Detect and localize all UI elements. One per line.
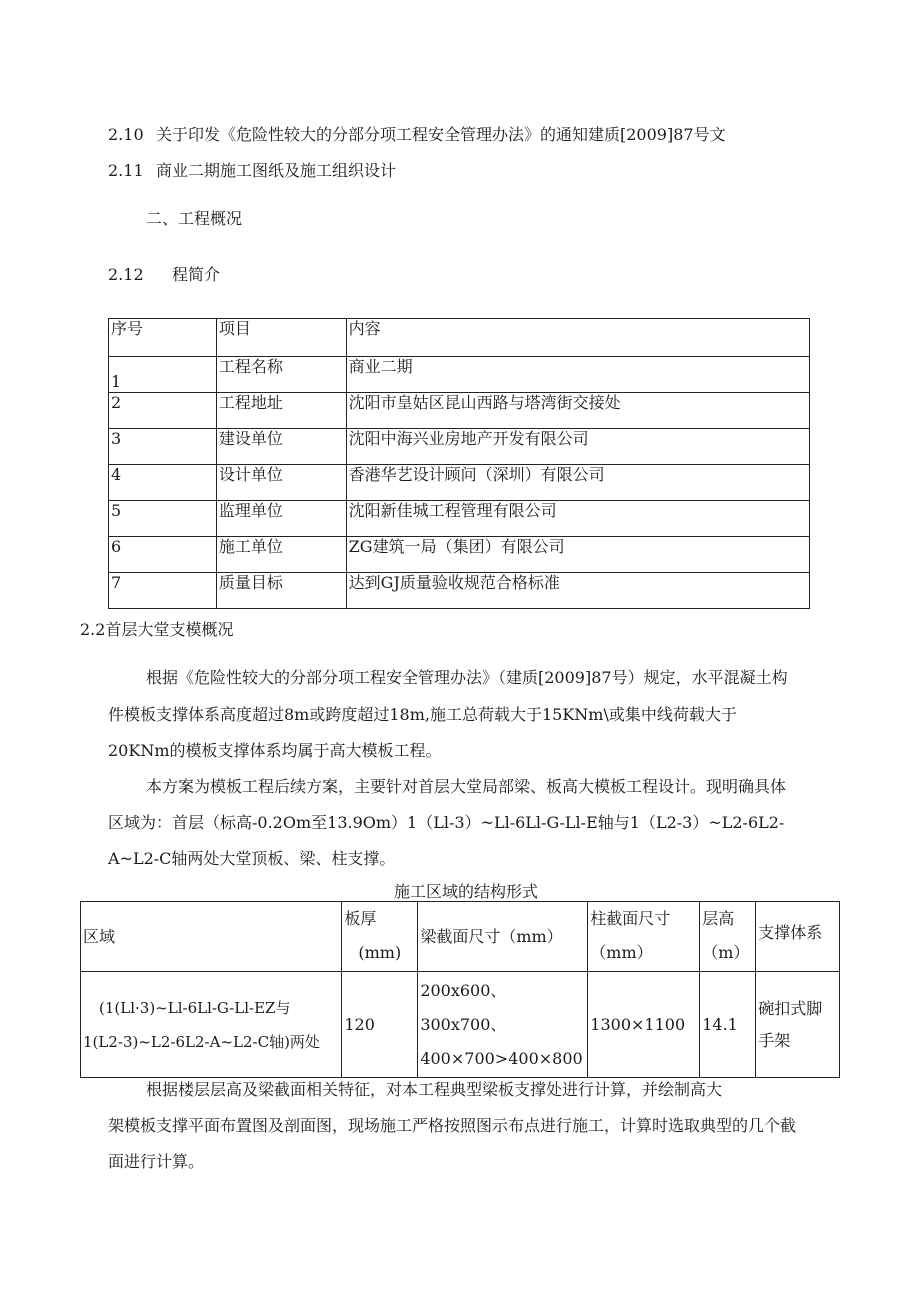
- ref-number: 2.11: [108, 161, 144, 180]
- area-line: 1(L2-3)~L2-6L2-A~L2-C轴)两处: [83, 1032, 320, 1051]
- table-row: [109, 393, 810, 429]
- overview-table: [108, 318, 810, 609]
- paragraph-line: 20KNm的模板支撑体系均属于高大模板工程。: [108, 741, 442, 760]
- header-cell: [81, 902, 342, 972]
- paragraph-line: 件模板支撑体系高度超过8m或跨度超过18m,施工总荷载大于15KNm\或集中线荷载大于: [108, 705, 737, 724]
- table-cell: 商业二期: [346, 357, 809, 393]
- table-cell: 沈阳中海兴业房地产开发有限公司: [346, 429, 809, 465]
- header-column: 柱截面尺寸: [590, 909, 671, 928]
- table-cell: 监理单位: [216, 501, 346, 537]
- ref-text: 关于印发《危险性较大的分部分项工程安全管理办法》的通知建质[2009]87号文: [156, 125, 726, 144]
- paragraph-line: 根据《危险性较大的分部分项工程安全管理办法》（建质[2009]87号）规定，水平混凝土构: [146, 668, 788, 687]
- table-cell: [81, 972, 342, 1078]
- subsection-number: 2.12: [108, 265, 144, 284]
- area-line: (1(Ll·3)~Ll-6Ll-G-Ll-EZ与: [99, 998, 291, 1017]
- table-cell: 工程名称: [216, 357, 346, 393]
- header-slab-unit: (mm): [358, 943, 402, 962]
- header-column-unit: （mm）: [590, 943, 653, 962]
- header-cell: [342, 902, 418, 972]
- header-cell: 序号: [109, 319, 217, 357]
- height-value: 14.1: [702, 1014, 738, 1034]
- table-cell: 1: [109, 357, 217, 393]
- table-cell: [342, 972, 418, 1078]
- table-cell: [588, 972, 700, 1078]
- table-cell: 设计单位: [216, 465, 346, 501]
- ref-item: [108, 158, 396, 181]
- table-row: [81, 972, 840, 1078]
- table-cell: [756, 972, 840, 1078]
- beam-line: 400×700>400×800: [420, 1048, 583, 1068]
- support-line: 手架: [758, 1030, 791, 1050]
- table-caption: 施工区域的结构形式: [394, 882, 539, 901]
- header-area: 区域: [83, 926, 116, 946]
- ref-text: 商业二期施工图纸及施工组织设计: [156, 161, 397, 180]
- table-row: [109, 573, 810, 609]
- table-row: [109, 429, 810, 465]
- table-cell: 6: [109, 537, 217, 573]
- header-cell: 项目: [216, 319, 346, 357]
- table-cell: 沈阳市皇姑区昆山西路与塔湾街交接处: [346, 393, 809, 429]
- slab-value: 120: [344, 1014, 375, 1034]
- table-cell: 3: [109, 429, 217, 465]
- table-cell: 工程地址: [216, 393, 346, 429]
- table-row: [109, 537, 810, 573]
- table-cell: [700, 972, 756, 1078]
- paragraph-line: 架模板支撑平面布置图及剖面图，现场施工严格按照图示布点进行施工，计算时选取典型的几个截: [108, 1116, 797, 1135]
- header-height: 层高: [702, 909, 735, 928]
- table-cell: 5: [109, 501, 217, 537]
- header-cell: [588, 902, 700, 972]
- section-title: 二、工程概况: [146, 209, 243, 228]
- header-support: 支撑体系: [758, 922, 823, 942]
- header-height-unit: （m）: [702, 943, 750, 962]
- paragraph-line: 本方案为模板工程后续方案，主要针对首层大堂局部梁、板高大模板工程设计。现明确具体: [146, 777, 787, 796]
- header-cell: [756, 902, 840, 972]
- table-cell: 质量目标: [216, 573, 346, 609]
- ref-item: [108, 122, 726, 145]
- table-header-row: [81, 902, 840, 972]
- table-cell: [418, 972, 588, 1078]
- ref-number: 2.10: [108, 125, 144, 144]
- paragraph-line: 面进行计算。: [108, 1152, 205, 1171]
- table-cell: 香港华艺设计顾问（深圳）有限公司: [346, 465, 809, 501]
- paragraph-line: 区域为：首层（标高-0.2Om至13.9Om）1（Ll-3）~Ll-6Ll-G-Ll-E轴与1（L2-3）~L2-6L2-: [108, 813, 785, 832]
- header-slab: 板厚: [344, 909, 377, 928]
- table-row: [109, 465, 810, 501]
- structure-table: [80, 901, 840, 1078]
- table-cell: ZG建筑一局（集团）有限公司: [346, 537, 809, 573]
- section-heading: 2.2首层大堂支模概况: [80, 620, 234, 639]
- column-value: 1300×1100: [590, 1014, 686, 1034]
- header-beam: 梁截面尺寸（mm）: [420, 926, 563, 946]
- header-cell: [418, 902, 588, 972]
- support-line: 碗扣式脚: [758, 998, 823, 1018]
- table-cell: 7: [109, 573, 217, 609]
- table-cell: 施工单位: [216, 537, 346, 573]
- table-row: [109, 501, 810, 537]
- table-cell: 2: [109, 393, 217, 429]
- table-header-row: [109, 319, 810, 357]
- table-cell: 沈阳新佳城工程管理有限公司: [346, 501, 809, 537]
- subsection-heading: [108, 262, 220, 285]
- header-cell: 内容: [346, 319, 809, 357]
- table-cell: 建设单位: [216, 429, 346, 465]
- table-row: [109, 357, 810, 393]
- header-cell: [700, 902, 756, 972]
- table-cell: 4: [109, 465, 217, 501]
- subsection-text: 程简介: [172, 265, 221, 284]
- beam-line: 200x600、300x700、: [420, 980, 507, 1034]
- paragraph-line: 根据楼层层高及梁截面相关特征，对本工程典型梁板支撑处进行计算，并绘制高大: [146, 1080, 723, 1099]
- table-cell: 达到GJ质量验收规范合格标准: [346, 573, 809, 609]
- paragraph-line: A~L2-C轴两处大堂顶板、梁、柱支撑。: [108, 849, 396, 868]
